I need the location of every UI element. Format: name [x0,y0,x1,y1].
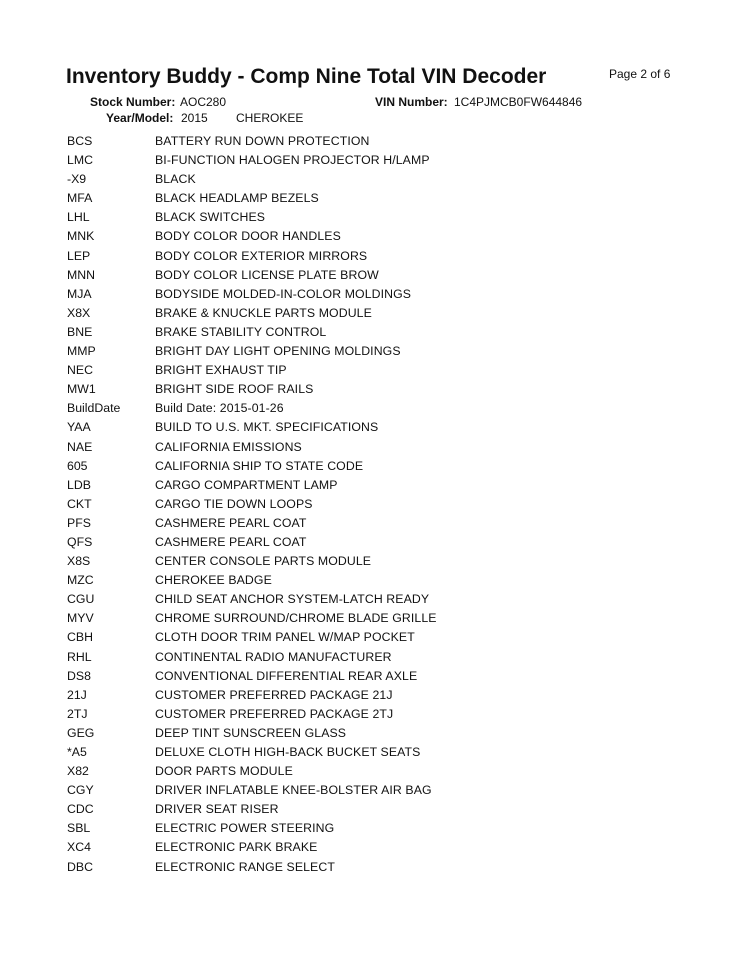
option-row [0,571,742,590]
option-code: XC4 [67,840,91,855]
option-row [0,476,742,495]
option-code: NAE [67,439,93,454]
option-description: DRIVER SEAT RISER [155,802,279,817]
option-code: BuildDate [67,401,121,416]
option-row [0,686,742,705]
option-description: DEEP TINT SUNSCREEN GLASS [155,725,347,740]
model-name-value: CHEROKEE [236,111,304,125]
option-row [0,667,742,686]
option-row [0,552,742,571]
option-description: Build Date: 2015-01-26 [155,401,284,416]
option-description: CASHMERE PEARL COAT [155,534,307,549]
option-row [0,266,742,285]
option-code: DBC [67,859,93,874]
option-row [0,457,742,476]
option-description: CARGO COMPARTMENT LAMP [155,477,338,492]
option-row [0,648,742,667]
option-row [0,628,742,647]
option-code: DS8 [67,668,91,683]
option-row [0,724,742,743]
option-code: CDC [67,802,94,817]
option-row [0,438,742,457]
option-description: DRIVER INFLATABLE KNEE-BOLSTER AIR BAG [155,783,432,798]
option-row [0,399,742,418]
option-code-list [0,132,742,877]
option-row [0,609,742,628]
option-description: BODY COLOR EXTERIOR MIRRORS [155,248,368,263]
option-row [0,819,742,838]
option-description: BODY COLOR LICENSE PLATE BROW [155,267,379,282]
option-description: BRIGHT DAY LIGHT OPENING MOLDINGS [155,344,401,359]
option-code: QFS [67,534,93,549]
option-description: CASHMERE PEARL COAT [155,515,307,530]
option-row [0,285,742,304]
page-indicator: Page 2 of 6 [609,67,671,81]
option-description: DOOR PARTS MODULE [155,764,293,779]
option-code: RHL [67,649,92,664]
option-row [0,189,742,208]
option-description: BLACK [155,172,196,187]
option-code: BNE [67,324,93,339]
option-description: ELECTRIC POWER STEERING [155,821,335,836]
option-description: CALIFORNIA EMISSIONS [155,439,302,454]
option-description: BODY COLOR DOOR HANDLES [155,229,341,244]
option-description: BRAKE STABILITY CONTROL [155,324,327,339]
option-code: X82 [67,764,89,779]
option-code: YAA [67,420,91,435]
option-code: CGU [67,592,95,607]
option-code: MW1 [67,382,96,397]
option-row [0,170,742,189]
option-description: CONTINENTAL RADIO MANUFACTURER [155,649,392,664]
option-description: BODYSIDE MOLDED-IN-COLOR MOLDINGS [155,286,412,301]
option-row [0,323,742,342]
option-code: 2TJ [67,706,88,721]
vin-number-label: VIN Number: [375,95,448,109]
option-code: MJA [67,286,92,301]
option-row [0,590,742,609]
option-row [0,132,742,151]
option-row [0,743,742,762]
option-description: ELECTRONIC PARK BRAKE [155,840,318,855]
option-row [0,533,742,552]
option-description: CUSTOMER PREFERRED PACKAGE 21J [155,687,393,702]
option-description: CLOTH DOOR TRIM PANEL W/MAP POCKET [155,630,415,645]
option-description: DELUXE CLOTH HIGH-BACK BUCKET SEATS [155,745,421,759]
option-code: LHL [67,210,90,225]
option-description: BLACK SWITCHES [155,210,266,225]
option-code: 21J [67,687,87,702]
option-code: LDB [67,477,91,492]
option-description: CHEROKEE BADGE [155,573,272,588]
option-code: GEG [67,725,95,740]
option-description: CENTER CONSOLE PARTS MODULE [155,554,372,569]
option-row [0,705,742,724]
report-title: Inventory Buddy - Comp Nine Total VIN Decoder [66,65,547,88]
option-description: BRIGHT EXHAUST TIP [155,363,287,378]
option-code: X8X [67,305,91,320]
option-description: CUSTOMER PREFERRED PACKAGE 2TJ [155,706,394,721]
option-code: *A5 [67,745,87,759]
option-description: BRAKE & KNUCKLE PARTS MODULE [155,305,372,320]
option-description: CHROME SURROUND/CHROME BLADE GRILLE [155,611,437,626]
option-row [0,380,742,399]
option-code: -X9 [67,172,87,187]
option-description: CALIFORNIA SHIP TO STATE CODE [155,458,364,473]
option-code: MNN [67,267,96,282]
option-row [0,800,742,819]
model-year-value: 2015 [181,111,208,125]
stock-number-label: Stock Number: [90,95,176,109]
option-description: BRIGHT SIDE ROOF RAILS [155,382,314,397]
option-code: CKT [67,496,92,511]
option-row [0,495,742,514]
option-code: NEC [67,363,93,378]
option-description: ELECTRONIC RANGE SELECT [155,859,335,874]
option-row [0,418,742,437]
option-row [0,858,742,877]
option-row [0,361,742,380]
option-code: LEP [67,248,91,263]
option-description: CONVENTIONAL DIFFERENTIAL REAR AXLE [155,668,418,683]
option-row [0,151,742,170]
option-code: MMP [67,344,96,359]
option-row [0,514,742,533]
option-row [0,304,742,323]
option-description: CHILD SEAT ANCHOR SYSTEM-LATCH READY [155,592,430,607]
option-code: MZC [67,573,94,588]
option-code: MFA [67,191,93,206]
option-description: CARGO TIE DOWN LOOPS [155,496,313,511]
option-code: LMC [67,153,93,168]
option-row [0,227,742,246]
option-code: MNK [67,229,95,244]
option-code: CGY [67,783,94,798]
option-code: CBH [67,630,93,645]
option-row [0,838,742,857]
option-row [0,781,742,800]
option-description: BI-FUNCTION HALOGEN PROJECTOR H/LAMP [155,153,430,168]
option-code: SBL [67,821,91,836]
option-row [0,208,742,227]
option-row [0,247,742,266]
option-description: BLACK HEADLAMP BEZELS [155,191,319,206]
option-code: BCS [67,134,93,148]
option-description: BUILD TO U.S. MKT. SPECIFICATIONS [155,420,379,435]
option-code: 605 [67,458,88,473]
stock-number-value: AOC280 [180,95,227,109]
option-row [0,342,742,361]
year-model-label: Year/Model: [106,111,174,125]
option-code: MYV [67,611,94,626]
option-description: BATTERY RUN DOWN PROTECTION [155,134,370,148]
option-row [0,762,742,781]
vin-number-value: 1C4PJMCB0FW644846 [454,95,583,109]
option-code: X8S [67,554,91,569]
option-code: PFS [67,515,91,530]
